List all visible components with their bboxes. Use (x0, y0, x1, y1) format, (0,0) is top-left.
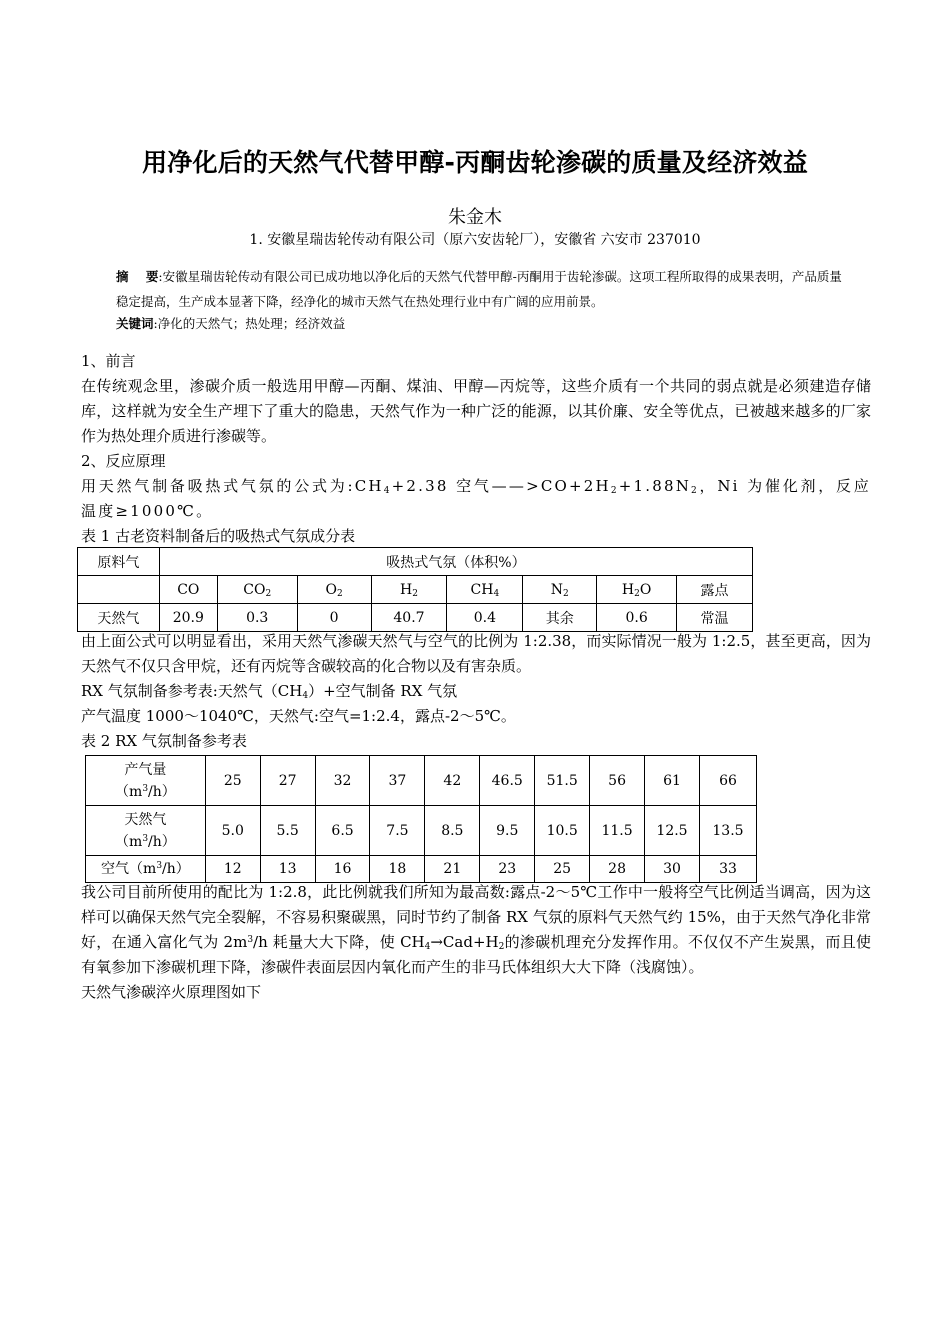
table-2-cell: 33 (699, 856, 756, 883)
affiliation: 1. 安徽星瑞齿轮传动有限公司（原六安齿轮厂），安徽省 六安市 237010 (249, 232, 701, 248)
table-2-cell: 13 (260, 856, 315, 883)
table-2-cell: 16 (315, 856, 370, 883)
table-2-cell: 12.5 (645, 806, 700, 856)
body-section-2 (81, 629, 871, 754)
table-2-row (86, 756, 757, 806)
table-1-cell: 20.9 (159, 604, 217, 632)
keywords-text: :净化的天然气；热处理；经济效益 (153, 316, 346, 331)
section-2-heading: 2、反应原理 (81, 452, 166, 470)
table-1-row-label: 天然气 (78, 604, 160, 632)
table-2-cell: 6.5 (315, 806, 370, 856)
table-1-column-header: $CH_4$ (447, 576, 523, 604)
table-1-column-row (78, 576, 753, 604)
table-1-empty-cell (78, 576, 160, 604)
table-2-cell: 5.5 (260, 806, 315, 856)
rx-reference-line: RX 气氛制备参考表:天然气$(CH_4)+$空气制备 RX 气氛 (81, 682, 458, 701)
abstract-text: :安徽星瑞齿轮传动有限公司已成功地以净化后的天然气代替甲醇-丙酮用于齿轮渗碳。这项工程所取得的成果表明，产品质量稳定提高，生产成本显著下降，经净化的城市天然气在热处理行业中有广阔的应用前景。 (116, 269, 842, 309)
table-1-cell: 其余 (523, 604, 597, 632)
table-1 (77, 547, 753, 632)
table-2-row-label: 天然气 $(m^3/h)$ (86, 806, 206, 856)
table-1-column-header: 露点 (677, 576, 753, 604)
table-2-caption: 表 2 RX 气氛制备参考表 (81, 732, 247, 750)
formula-paragraph: 用天然气制备吸热式气氛的公式为$:CH_4+2.38$ 空气$——>CO+2H_2+1.88N_2$，Ni 为催化剂，反应温度≥1000℃。 (81, 477, 871, 520)
keywords (116, 314, 345, 332)
table-2-cell: 56 (590, 756, 645, 806)
table-2 (85, 755, 757, 883)
table-2-cell: 37 (370, 756, 425, 806)
table-2-cell: 12 (205, 856, 260, 883)
table-2-cell: 9.5 (480, 806, 535, 856)
table-1-header-row (78, 548, 753, 576)
table-1-cell: 常温 (677, 604, 753, 632)
table-2-cell: 7.5 (370, 806, 425, 856)
table-2-cell: 21 (425, 856, 480, 883)
document-title: 用净化后的天然气代替甲醇-丙酮齿轮渗碳的质量及经济效益 (142, 148, 808, 177)
table-1-column-header: $N_2$ (523, 576, 597, 604)
table-2-row-label: 产气量 $(m^3/h)$ (86, 756, 206, 806)
table-2-cell: 10.5 (535, 806, 590, 856)
table-2-row (86, 806, 757, 856)
abstract (116, 264, 842, 314)
final-paragraph: 我公司目前所使用的配比为 1:2.8，此比例就我们所知为最高数:露点-2～5℃工作中一般将空气比例适当调高，因为这样可以确保天然气完全裂解，不容易积聚碳黑，同时节约了制备 RX 气氛的原料气天然气约 15%，由于天然气净化非常好，在通入富化气为 $2m^3/h$ 耗量大大下降，使 $CH_4\to Cad+H_2$的渗碳机理充分发挥作用。不仅仅不产生炭黑，而且使有氧参加下渗碳机理下降，渗碳件表面层因内氧化而产生的非马氏体组织大大下降（浅腐蚀）。 (81, 883, 871, 976)
table-1-cell: 0.3 (217, 604, 297, 632)
abstract-label: 摘 要 (116, 269, 159, 284)
table-1-data-row (78, 604, 753, 632)
table-1-column-header: $CO_2$ (217, 576, 297, 604)
body-section-1 (81, 349, 871, 549)
table-2-cell: 51.5 (535, 756, 590, 806)
table-2-cell: 25 (535, 856, 590, 883)
keywords-label: 关键词 (116, 316, 154, 331)
table-1-column-header: $H_2$ (371, 576, 447, 604)
table-2-cell: 32 (315, 756, 370, 806)
table-1-caption: 表 1 古老资料制备后的吸热式气氛成分表 (81, 527, 356, 545)
table-1-cell: 0 (297, 604, 371, 632)
last-line: 天然气渗碳淬火原理图如下 (81, 983, 262, 1001)
table-2-cell: 61 (645, 756, 700, 806)
table-2-cell: 18 (370, 856, 425, 883)
table-2-body (86, 756, 757, 883)
table-2-cell: 5.0 (205, 806, 260, 856)
author-name: 朱金木 (448, 207, 502, 228)
table-2-cell: 46.5 (480, 756, 535, 806)
table-1-raw-gas-header: 原料气 (78, 548, 160, 576)
table-2-cell: 66 (699, 756, 756, 806)
table-1-group-header: 吸热式气氛（体积%） (159, 548, 752, 576)
table-2-cell: 8.5 (425, 806, 480, 856)
table-1-cell: 0.6 (597, 604, 677, 632)
body-section-3 (81, 880, 871, 1005)
table-1-column-header: $O_2$ (297, 576, 371, 604)
table-2-row (86, 856, 757, 883)
table-2-cell: 13.5 (699, 806, 756, 856)
table-2-cell: 42 (425, 756, 480, 806)
table-1-cell: 0.4 (447, 604, 523, 632)
table-2-cell: 27 (260, 756, 315, 806)
section-1-heading: 1、前言 (81, 352, 136, 370)
table-2-row-label: 空气$(m^3/h)$ (86, 856, 206, 883)
table-1-column-header: $H_2O$ (597, 576, 677, 604)
paragraph-after-table-1: 由上面公式可以明显看出，采用天然气渗碳天然气与空气的比例为 1:2.38，而实际情况一般为 1:2.5，甚至更高，因为天然气不仅只含甲烷，还有丙烷等含碳较高的化合物以及有害杂质。 (81, 632, 871, 675)
table-1-cell: 40.7 (371, 604, 447, 632)
table-1-column-header: CO (159, 576, 217, 604)
section-1-paragraph: 在传统观念里，渗碳介质一般选用甲醇—丙酮、煤油、甲醇—丙烷等，这些介质有一个共同的弱点就是必须建造存储库，这样就为安全生产埋下了重大的隐患，天然气作为一种广泛的能源，以其价廉、安全等优点，已被越来越多的厂家作为热处理介质进行渗碳等。 (81, 377, 871, 445)
table-2-cell: 25 (205, 756, 260, 806)
table-2-cell: 30 (645, 856, 700, 883)
table-2-cell: 11.5 (590, 806, 645, 856)
rx-conditions: 产气温度 1000～1040℃，天然气:空气=1:2.4，露点-2～5℃。 (81, 707, 516, 725)
table-2-cell: 28 (590, 856, 645, 883)
table-2-cell: 23 (480, 856, 535, 883)
